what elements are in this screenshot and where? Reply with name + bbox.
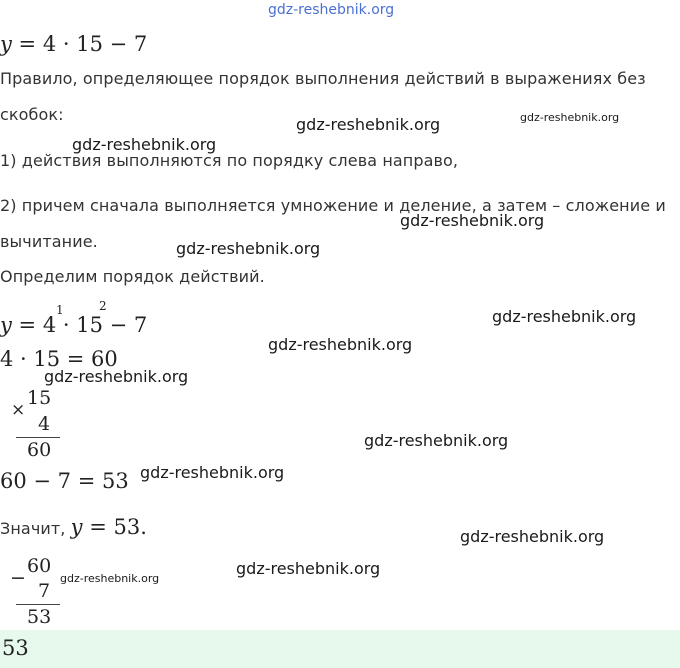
order-heading: Определим порядок действий. bbox=[0, 267, 265, 286]
operator-multiply: · bbox=[62, 313, 70, 337]
watermark: gdz-reshebnik.org bbox=[268, 335, 413, 354]
watermark: gdz-reshebnik.org bbox=[140, 463, 285, 482]
expression bbox=[0, 32, 147, 56]
watermark: gdz-reshebnik.org bbox=[492, 307, 637, 326]
subtract-result: 53 bbox=[27, 606, 52, 628]
variable-y: y bbox=[0, 313, 12, 337]
step-number-1: 1 bbox=[56, 303, 64, 317]
answer-value: 53 bbox=[2, 636, 29, 660]
watermark-small: gdz-reshebnik.org bbox=[520, 111, 620, 124]
rule-item-2-line-2: вычитание. bbox=[0, 232, 98, 251]
expr-part: 7 bbox=[127, 313, 148, 337]
subtract-rule bbox=[16, 604, 60, 605]
rule-line-2: скобок: bbox=[0, 105, 64, 124]
variable-y: y bbox=[0, 32, 12, 56]
multiply-sign: × bbox=[11, 400, 26, 420]
subtract-top: 60 bbox=[27, 555, 52, 577]
watermark: gdz-reshebnik.org bbox=[364, 431, 509, 450]
watermark: gdz-reshebnik.org bbox=[44, 367, 189, 386]
multiply-bottom: 4 bbox=[38, 413, 51, 435]
watermark-small: gdz-reshebnik.org bbox=[60, 572, 160, 585]
subtract-sign: − bbox=[10, 567, 26, 589]
rule-item-1: 1) действия выполняются по порядку слева направо, bbox=[0, 151, 459, 170]
expr-part: = 4 bbox=[11, 313, 63, 337]
answer-bar bbox=[0, 630, 680, 668]
rule-line-1: Правило, определяющее порядок выполнения действий в выражениях без bbox=[0, 69, 646, 88]
watermark: gdz-reshebnik.org bbox=[72, 135, 217, 154]
ordered-expression bbox=[0, 313, 147, 337]
watermark: gdz-reshebnik.org bbox=[176, 239, 321, 258]
step-2-equation: 60 − 7 = 53 bbox=[0, 469, 129, 493]
multiply-result: 60 bbox=[27, 439, 52, 461]
subtract-bottom: 7 bbox=[38, 580, 51, 602]
step-number-2: 2 bbox=[99, 299, 107, 313]
conclusion-value: = 53. bbox=[82, 515, 147, 539]
expression-body: = 4 · 15 − 7 bbox=[11, 32, 148, 56]
rule-item-2-line-1: 2) причем сначала выполняется умножение и деление, а затем – сложение и bbox=[0, 196, 666, 215]
expr-part: 15 bbox=[69, 313, 110, 337]
multiply-top: 15 bbox=[27, 387, 52, 409]
watermark: gdz-reshebnik.org bbox=[400, 211, 545, 230]
step-1-equation: 4 · 15 = 60 bbox=[0, 347, 118, 371]
variable-y: y bbox=[70, 515, 83, 539]
watermark-top: gdz-reshebnik.org bbox=[268, 2, 395, 18]
conclusion-label: Значит, bbox=[0, 519, 71, 538]
watermark: gdz-reshebnik.org bbox=[296, 115, 441, 134]
multiply-rule bbox=[16, 437, 60, 438]
watermark: gdz-reshebnik.org bbox=[460, 527, 605, 546]
conclusion bbox=[0, 515, 147, 539]
watermark: gdz-reshebnik.org bbox=[236, 559, 381, 578]
operator-minus: − bbox=[109, 313, 128, 337]
